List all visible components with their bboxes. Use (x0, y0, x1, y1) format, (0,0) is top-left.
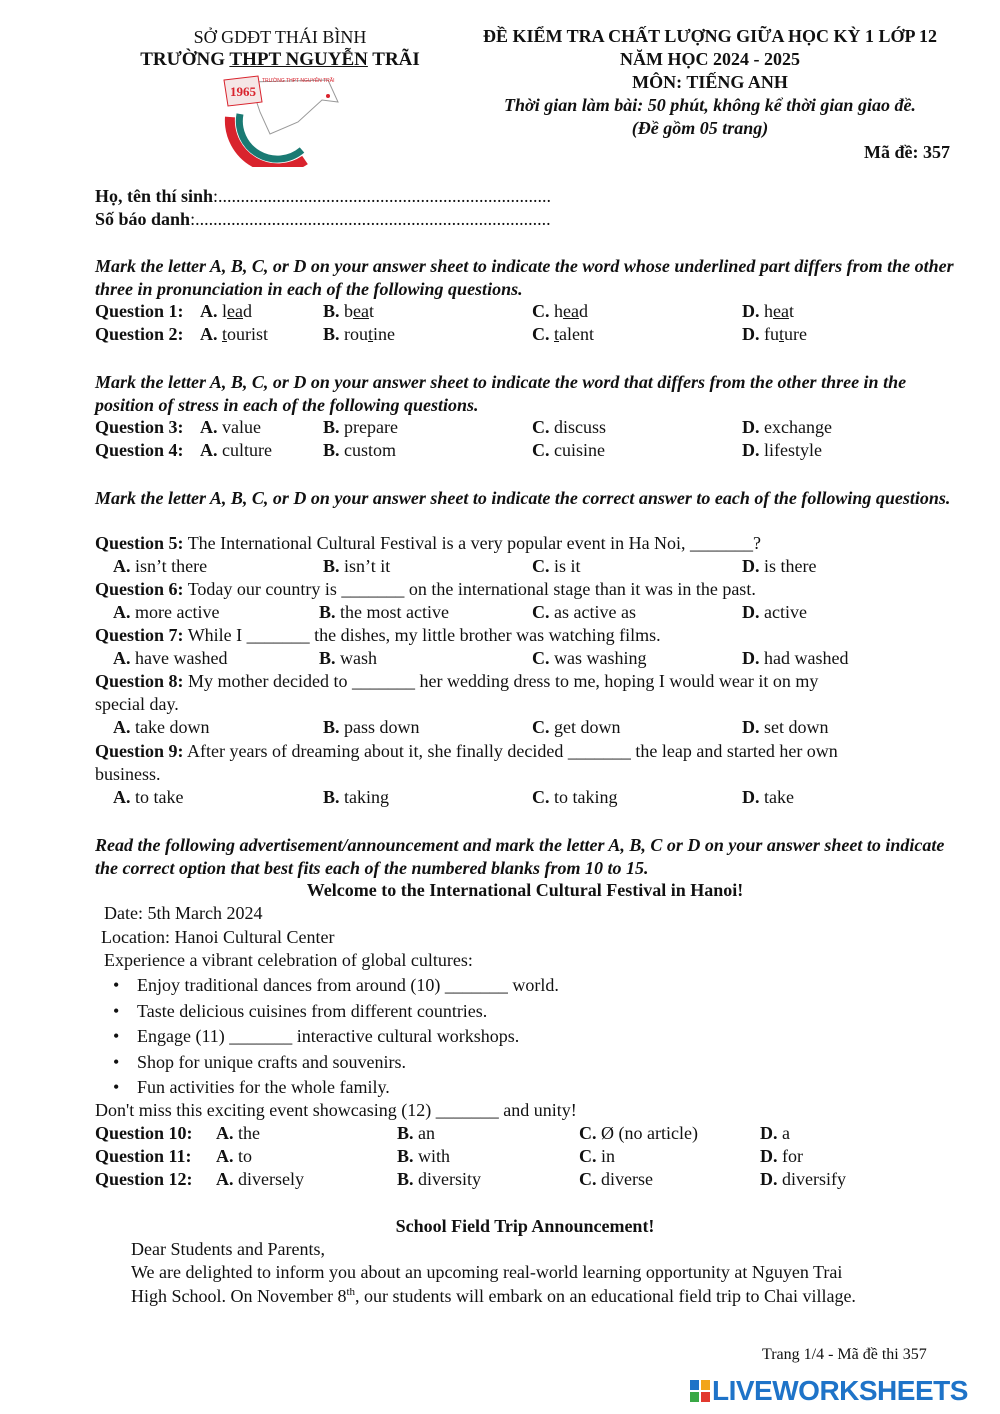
department: SỞ GDĐT THÁI BÌNH (193, 27, 367, 47)
liveworksheets-wordmark: LIVEWORKSHEETS (712, 1375, 968, 1406)
festival-bullet: • Engage (11) _______ interactive cultural workshops. (137, 1026, 519, 1047)
q11-option-b[interactable]: B. with (397, 1146, 451, 1166)
festival-closing: Don't miss this exciting event showcasing (12) _______ and unity! (95, 1100, 577, 1120)
q10-option-a[interactable]: A. the (216, 1123, 260, 1143)
question-5-options (95, 556, 965, 579)
question-6-stem: Question 6: Today our country is _______ on the international stage than it was in the past. (95, 579, 756, 599)
section1-instruction: Mark the letter A, B, C, or D on your answer sheet to indicate the word whose underlined part differs from the other three in pronunciation in each of the following questions. (95, 256, 954, 299)
liveworksheets-icon (690, 1380, 710, 1402)
liveworksheets-brand[interactable] (690, 1376, 968, 1406)
q5-option-c[interactable]: C. is it (532, 556, 581, 576)
q5-option-d[interactable]: D. is there (742, 556, 817, 576)
question-9-options (95, 787, 965, 810)
q7-option-d[interactable]: D. had washed (742, 648, 849, 668)
question-3: Question 3: A. value B. prepare C. discuss D. exchange (95, 417, 832, 437)
q11-option-d[interactable]: D. for (760, 1146, 803, 1166)
q10-option-d[interactable]: D. a (760, 1123, 790, 1143)
festival-bullet: • Fun activities for the whole family. (137, 1077, 390, 1098)
q11-option-c[interactable]: C. in (579, 1146, 616, 1166)
header-left (120, 26, 440, 72)
q2-option-d[interactable]: D. future (742, 324, 807, 344)
question-7-options (95, 648, 965, 671)
q1-option-d[interactable]: D. heat (742, 301, 794, 321)
q6-option-a[interactable]: A. more active (113, 602, 220, 622)
festival-bullet: • Shop for unique crafts and souvenirs. (137, 1052, 406, 1073)
question-12: Question 12: A. diversely B. diversity C. diverse D. diversify (95, 1169, 846, 1189)
q4-option-c[interactable]: C. cuisine (532, 440, 605, 460)
q12-option-b[interactable]: B. diversity (397, 1169, 482, 1189)
exam-code: Mã đề: 357 (864, 142, 950, 162)
trip-greeting: Dear Students and Parents, (131, 1239, 325, 1259)
trip-line-1: We are delighted to inform you about an upcoming real-world learning opportunity at Nguyen Trai (131, 1262, 843, 1282)
exam-title: ĐỀ KIỂM TRA CHẤT LƯỢNG GIỮA HỌC KỲ 1 LỚP 12 (482, 26, 938, 46)
student-id-line: Số báo danh:............................................................................... (95, 209, 551, 229)
q5-option-b[interactable]: B. isn’t it (323, 556, 391, 576)
q9-option-d[interactable]: D. take (742, 787, 794, 807)
question-2: Question 2: A. tourist B. routine C. talent D. future (95, 324, 807, 344)
festival-location: Location: Hanoi Cultural Center (101, 927, 335, 947)
q8-option-d[interactable]: D. set down (742, 717, 829, 737)
q9-option-c[interactable]: C. to taking (532, 787, 618, 807)
question-8-options (95, 717, 965, 740)
question-9-stem-cont: business. (95, 764, 161, 784)
q12-option-c[interactable]: C. diverse (579, 1169, 653, 1189)
festival-title: Welcome to the International Cultural Festival in Hanoi! (306, 880, 744, 900)
q7-option-c[interactable]: C. was washing (532, 648, 647, 668)
question-7-stem: Question 7: While I _______ the dishes, my little brother was watching films. (95, 625, 661, 645)
header-right (440, 24, 980, 140)
trip-line-2: High School. On November 8th, our students will embark on an educational field trip to Chai village. (131, 1286, 856, 1306)
q3-option-b[interactable]: B. prepare (323, 417, 398, 437)
q12-option-a[interactable]: A. diversely (216, 1169, 304, 1189)
q6-option-d[interactable]: D. active (742, 602, 807, 622)
festival-bullet: • Enjoy traditional dances from around (10) _______ world. (137, 975, 559, 996)
section3-instruction: Mark the letter A, B, C, or D on your answer sheet to indicate the correct answer to each of the following questions. (95, 488, 951, 508)
q4-option-a[interactable]: A. culture (200, 440, 272, 460)
student-name-line: Họ, tên thí sinh:.......................................................................... (95, 186, 552, 206)
q4-option-b[interactable]: B. custom (323, 440, 397, 460)
festival-intro: Experience a vibrant celebration of global cultures: (104, 950, 473, 970)
question-8-stem: Question 8: My mother decided to _______ her wedding dress to me, hoping I would wear it on my (95, 671, 819, 691)
q9-option-b[interactable]: B. taking (323, 787, 390, 807)
q3-option-d[interactable]: D. exchange (742, 417, 832, 437)
question-11: Question 11: A. to B. with C. in D. for (95, 1146, 803, 1166)
q2-option-b[interactable]: B. routine (323, 324, 396, 344)
q1-option-c[interactable]: C. head (532, 301, 588, 321)
q1-option-a[interactable]: A. lead (200, 301, 252, 321)
svg-text:1965: 1965 (230, 84, 256, 99)
festival-bullet: • Taste delicious cuisines from different countries. (137, 1001, 487, 1022)
q2-option-a[interactable]: A. tourist (200, 324, 269, 344)
q12-option-d[interactable]: D. diversify (760, 1169, 846, 1189)
q8-option-a[interactable]: A. take down (113, 717, 210, 737)
question-6-options (95, 602, 965, 625)
question-8-stem-cont: special day. (95, 694, 179, 714)
school-name: TRƯỜNG THPT NGUYỄN TRÃI (140, 49, 420, 70)
q10-option-b[interactable]: B. an (397, 1123, 436, 1143)
q1-option-b[interactable]: B. beat (323, 301, 375, 321)
school-logo (210, 72, 345, 167)
page-count: (Đề gồm 05 trang) (631, 118, 769, 138)
exam-time: Thời gian làm bài: 50 phút, không kể thời gian giao đề. (504, 95, 916, 115)
page-footer: Trang 1/4 - Mã đề thi 357 (762, 1346, 927, 1363)
q5-option-a[interactable]: A. isn’t there (113, 556, 208, 576)
subject: MÔN: TIẾNG ANH (632, 72, 788, 92)
q7-option-a[interactable]: A. have washed (113, 648, 228, 668)
q7-option-b[interactable]: B. wash (319, 648, 378, 668)
q10-option-c[interactable]: C. Ø (no article) (579, 1123, 698, 1143)
q8-option-c[interactable]: C. get down (532, 717, 621, 737)
question-10: Question 10: A. the B. an C. Ø (no article) D. a (95, 1123, 790, 1143)
svg-text:TRƯỜNG THPT NGUYỄN TRÃI: TRƯỜNG THPT NGUYỄN TRÃI (262, 78, 335, 84)
q4-option-d[interactable]: D. lifestyle (742, 440, 822, 460)
q3-option-a[interactable]: A. value (200, 417, 261, 437)
question-1: Question 1: A. lead B. beat C. head D. heat (95, 301, 794, 321)
festival-date: Date: 5th March 2024 (104, 903, 263, 923)
q3-option-c[interactable]: C. discuss (532, 417, 607, 437)
q6-option-c[interactable]: C. as active as (532, 602, 636, 622)
section4-instruction: Read the following advertisement/announcement and mark the letter A, B, C or D on your answer sheet to indicate the correct option that best fits each of the numbered blanks from 10 to 15. (95, 835, 945, 878)
section2-instruction: Mark the letter A, B, C, or D on your answer sheet to indicate the word that differs from the other three in the position of stress in each of the following questions. (95, 372, 907, 415)
q9-option-a[interactable]: A. to take (113, 787, 184, 807)
q2-option-c[interactable]: C. talent (532, 324, 594, 344)
q8-option-b[interactable]: B. pass down (323, 717, 420, 737)
q11-option-a[interactable]: A. to (216, 1146, 253, 1166)
trip-title: School Field Trip Announcement! (395, 1216, 655, 1236)
question-4: Question 4: A. culture B. custom C. cuisine D. lifestyle (95, 440, 822, 460)
q6-option-b[interactable]: B. the most active (319, 602, 449, 622)
question-9-stem: Question 9: After years of dreaming about it, she finally decided _______ the leap and started her own (95, 741, 838, 761)
question-5-stem: Question 5: The International Cultural Festival is a very popular event in Ha Noi, _______? (95, 533, 762, 553)
school-year: NĂM HỌC 2024 - 2025 (620, 49, 800, 69)
